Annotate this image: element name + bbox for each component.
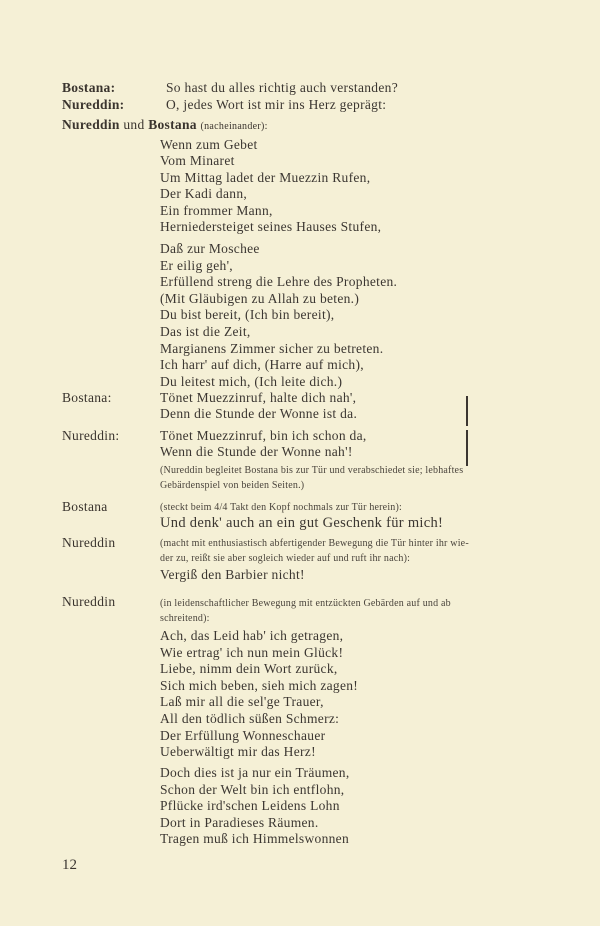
stage-direction: (steckt beim 4/4 Takt den Kopf nochmals zur Tür herein): — [160, 502, 403, 513]
verse-line: Pflücke ird'schen Leidens Lohn — [160, 798, 340, 814]
line: Vergiß den Barbier nicht! — [160, 567, 305, 582]
line: Denn die Stunde der Wonne ist da. — [160, 406, 358, 421]
speaker-name: Nureddin — [62, 117, 120, 132]
speaker-name: Bostana — [148, 117, 197, 132]
speaker-bostana: Bostana — [62, 499, 108, 514]
verse-line: Wenn zum Gebet — [160, 137, 258, 152]
verse-line: All den tödlich süßen Schmerz: — [160, 711, 340, 726]
verse-line: Ich harr' auf dich, (Harre auf mich), — [160, 357, 364, 373]
verse-line: Wie ertrag' ich nun mein Glück! — [160, 644, 344, 660]
stage-direction: (Nureddin begleitet Bostana bis zur Tür und verabschiedet sie; lebhaftes — [160, 465, 464, 476]
conjunction: und — [119, 117, 149, 132]
speaker-nureddin: Nureddin — [62, 535, 116, 550]
line: Tönet Muezzinruf, bin ich schon da, — [160, 428, 367, 443]
verse-line: Laß mir all die sel'ge Trauer, — [160, 694, 324, 710]
line: Und denk' auch an ein gut Geschenk für mich! — [160, 515, 444, 531]
verse-line: Um Mittag ladet der Muezzin Rufen, — [160, 169, 371, 185]
verse-line: Das ist die Zeit, — [160, 324, 251, 339]
verse-line: Sich mich beben, sieh mich zagen! — [160, 677, 359, 693]
repeat-bar — [466, 396, 468, 426]
repeat-bar — [466, 430, 468, 466]
line: O, jedes Wort ist mir ins Herz geprägt: — [166, 97, 387, 112]
stage-direction: der zu, reißt sie aber sogleich wieder auf und ruft ihr nach): — [160, 553, 411, 564]
speaker-nureddin: Nureddin: — [62, 97, 125, 112]
verse-line: Erfüllend streng die Lehre des Propheten. — [160, 274, 398, 290]
page-number: 12 — [62, 857, 77, 873]
verse-line: Ueberwältigt mir das Herz! — [160, 744, 316, 760]
verse-line: Margianens Zimmer sicher zu betreten. — [160, 340, 384, 356]
verse-line: Daß zur Moschee — [160, 241, 260, 256]
verse-line: Er eilig geh', — [160, 257, 233, 273]
speaker-bostana: Bostana: — [62, 80, 116, 95]
verse-line: Herniedersteiget seines Hauses Stufen, — [160, 219, 382, 234]
verse-line: Dort in Paradieses Räumen. — [160, 814, 319, 830]
verse-line: Vom Minaret — [160, 153, 235, 169]
stage-direction: (macht mit enthusiastisch abfertigender Bewegung die Tür hinter ihr wie- — [160, 538, 469, 549]
verse-line: Tragen muß ich Himmelswonnen — [160, 831, 350, 847]
line: Wenn die Stunde der Wonne nah'! — [160, 444, 353, 459]
verse-line: Ein frommer Mann, — [160, 202, 273, 218]
verse-line: Du bist bereit, (Ich bin bereit), — [160, 307, 335, 323]
line: Tönet Muezzinruf, halte dich nah', — [160, 390, 357, 405]
stage-direction: Gebärdenspiel von beiden Seiten.) — [160, 480, 305, 491]
verse-line: (Mit Gläubigen zu Allah zu beten.) — [160, 290, 360, 306]
stage-direction: (nacheinander): — [200, 121, 268, 132]
verse-line: Der Erfüllung Wonneschauer — [160, 727, 326, 743]
stage-direction: schreitend): — [160, 613, 210, 624]
verse-line: Der Kadi dann, — [160, 186, 248, 202]
verse-line: Du leitest mich, (Ich leite dich.) — [160, 373, 343, 389]
speaker-nureddin: Nureddin: — [62, 428, 120, 443]
line: So hast du alles richtig auch verstanden? — [166, 80, 398, 95]
speaker-both — [62, 117, 268, 135]
stage-direction: (in leidenschaftlicher Bewegung mit entzückten Gebärden auf und ab — [160, 598, 451, 609]
verse-line: Doch dies ist ja nur ein Träumen, — [160, 765, 350, 780]
verse-line: Ach, das Leid hab' ich getragen, — [160, 628, 344, 643]
verse-line: Schon der Welt bin ich entflohn, — [160, 781, 345, 797]
verse-line: Liebe, nimm dein Wort zurück, — [160, 661, 338, 677]
speaker-bostana: Bostana: — [62, 390, 112, 405]
speaker-nureddin: Nureddin — [62, 594, 116, 609]
